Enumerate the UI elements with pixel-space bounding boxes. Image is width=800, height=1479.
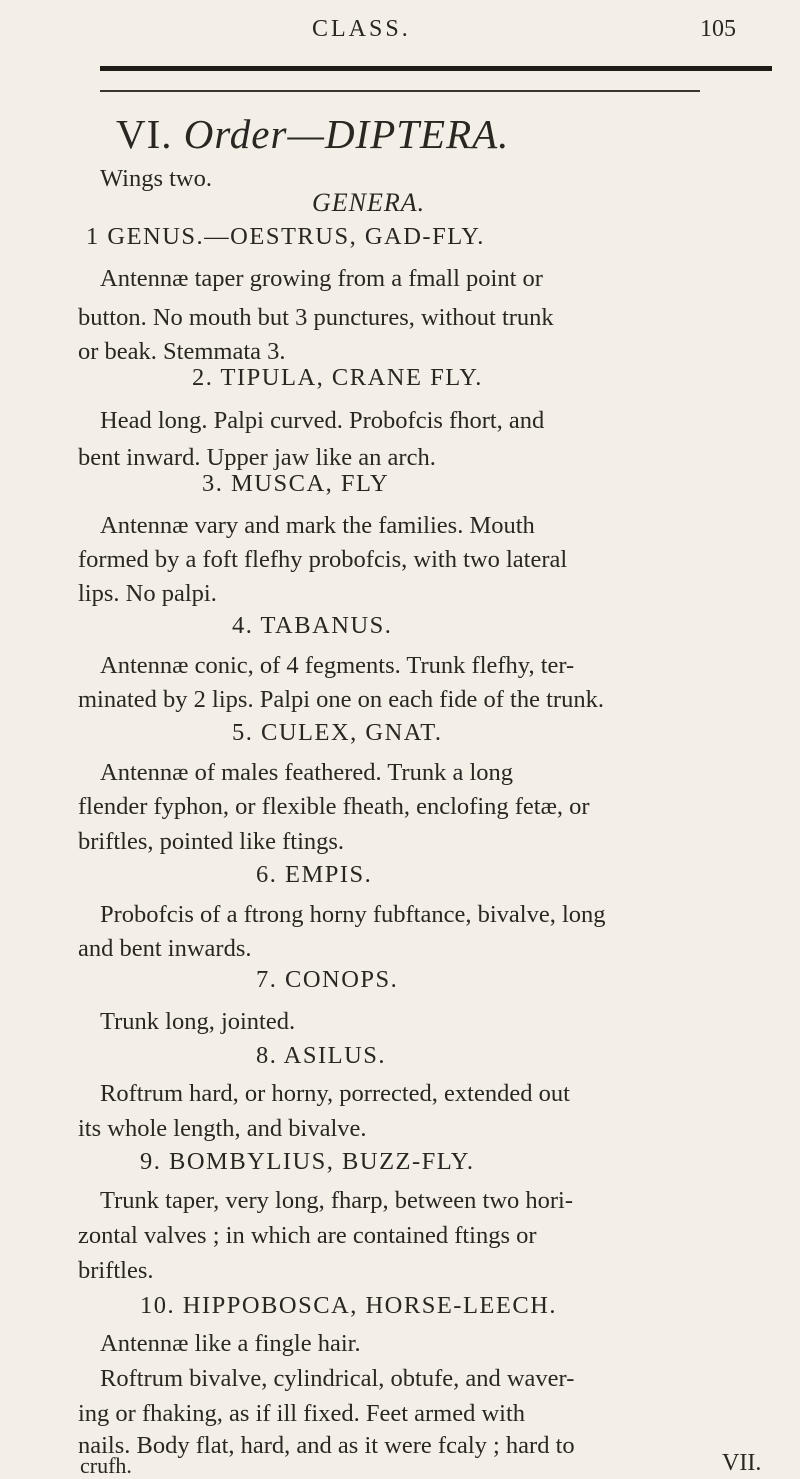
running-head-title: CLASS. [312, 16, 411, 42]
order-dash: — [287, 111, 325, 157]
text-line: lips. No palpi. [78, 580, 217, 607]
header-rule-thick [100, 66, 772, 71]
text-line: Antennæ like a fingle hair. [100, 1330, 361, 1357]
text-line: nails. Body flat, hard, and as it were fcaly ; hard to [78, 1432, 575, 1459]
text-line: Head long. Palpi curved. Probofcis fhort, and [100, 407, 545, 434]
genus-heading-10: 10. HIPPOBOSCA, HORSE-LEECH. [140, 1292, 558, 1319]
running-head [0, 14, 800, 54]
text-line: Roftrum bivalve, cylindrical, obtufe, and waver- [100, 1365, 575, 1392]
text-line: ing or fhaking, as if ill fixed. Feet armed with [78, 1400, 526, 1427]
order-heading [116, 110, 509, 158]
text-line: Trunk taper, very long, fharp, between two hori- [100, 1187, 574, 1214]
text-line: and bent inwards. [78, 935, 252, 962]
text-line: Antennæ of males feathered. Trunk a long [100, 759, 514, 786]
header-rule-thin [100, 90, 700, 92]
text-line: Probofcis of a ftrong horny fubftance, bivalve, long [100, 901, 606, 928]
genus-heading-1: 1 GENUS.—OESTRUS, GAD-FLY. [86, 223, 485, 250]
text-line: button. No mouth but 3 punctures, without trunk [78, 304, 554, 331]
catchword: VII. [722, 1450, 762, 1476]
page-number: 105 [700, 16, 736, 42]
text-line: or beak. Stemmata 3. [78, 338, 286, 365]
text-line: Antennæ vary and mark the families. Mouth [100, 512, 535, 539]
genus-heading-5: 5. CULEX, GNAT. [232, 719, 443, 746]
order-numeral: VI. [116, 111, 173, 157]
text-line: Trunk long, jointed. [100, 1008, 296, 1035]
text-line: bent inward. Upper jaw like an arch. [78, 444, 436, 471]
text-line: Antennæ conic, of 4 fegments. Trunk flefhy, ter- [100, 652, 575, 679]
genera-heading: GENERA. [312, 188, 426, 217]
text-line: minated by 2 lips. Palpi one on each fide of the trunk. [78, 686, 604, 713]
genus-heading-9: 9. BOMBYLIUS, BUZZ-FLY. [140, 1148, 475, 1175]
genus-heading-6: 6. EMPIS. [256, 861, 373, 888]
text-line: Antennæ taper growing from a fmall point or [100, 265, 543, 292]
text-line: flender fyphon, or flexible fheath, enclofing fetæ, or [78, 793, 590, 820]
order-name: DIPTERA. [324, 111, 510, 157]
genus-heading-7: 7. CONOPS. [256, 966, 399, 993]
intro-line: Wings two. [100, 165, 212, 192]
text-line: briftles. [78, 1257, 154, 1284]
text-line: zontal valves ; in which are contained ftings or [78, 1222, 537, 1249]
genus-heading-8: 8. ASILUS. [256, 1042, 387, 1069]
text-line: briftles, pointed like ftings. [78, 828, 345, 855]
genus-heading-2: 2. TIPULA, CRANE FLY. [192, 364, 483, 391]
genus-heading-3: 3. MUSCA, FLY [202, 470, 390, 497]
text-line: Roftrum hard, or horny, porrected, extended out [100, 1080, 570, 1107]
text-line: its whole length, and bivalve. [78, 1115, 367, 1142]
text-line: crufh. [80, 1453, 132, 1478]
text-line: formed by a foft flefhy probofcis, with two lateral [78, 546, 568, 573]
order-word: Order [183, 111, 288, 157]
genus-heading-4: 4. TABANUS. [232, 612, 393, 639]
